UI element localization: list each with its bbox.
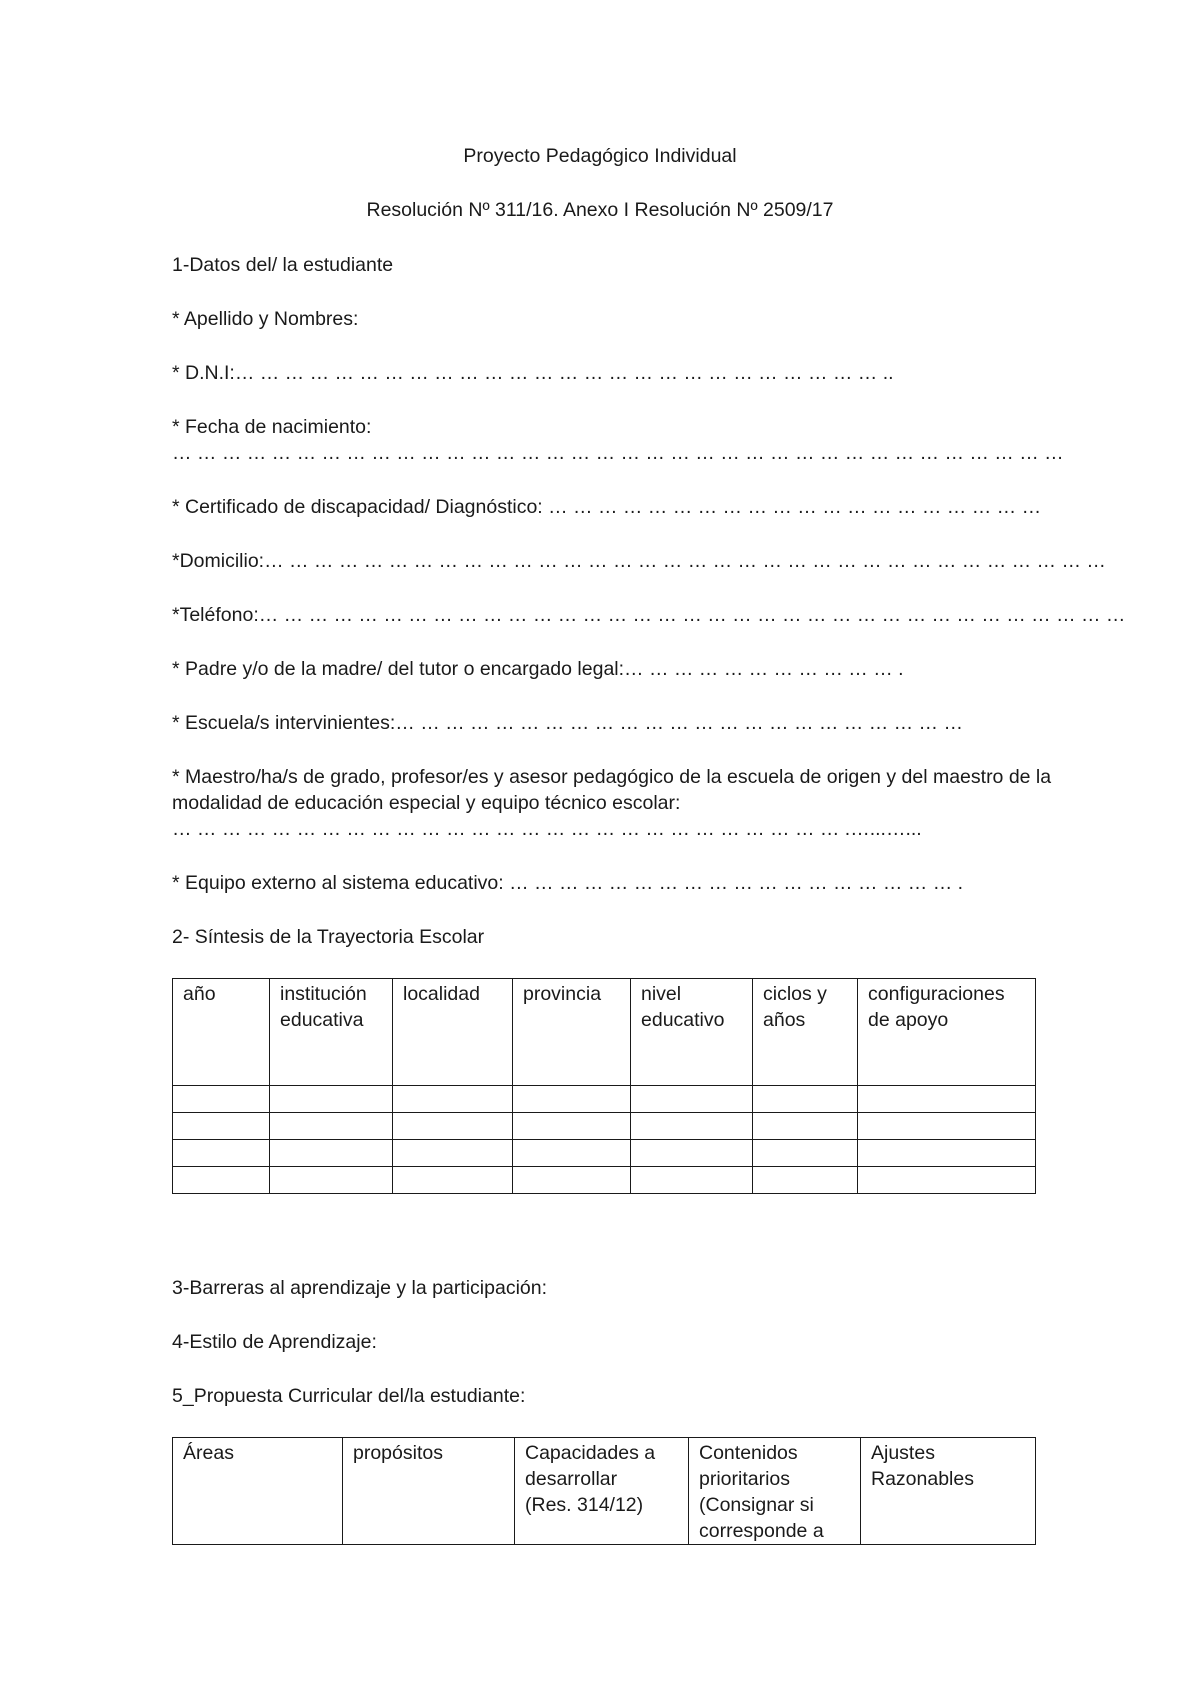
header-propositos: propósitos <box>343 1438 515 1545</box>
field-padre: * Padre y/o de la madre/ del tutor o encargado legal:… … … … … … … … … … … . <box>172 658 904 680</box>
header-areas: Áreas <box>173 1438 343 1545</box>
header-provincia: provincia <box>513 979 631 1086</box>
header-anio: año <box>173 979 270 1086</box>
field-maestro: * Maestro/ha/s de grado, profesor/es y asesor pedagógico de la escuela de origen y del maestro de la modalidad de educación especial y equipo técnico escolar: <box>172 766 1052 814</box>
field-domicilio: *Domicilio:… … … … … … … … … … … … … … … … … … … … … … … … … … … … … … … … … … <box>172 550 1106 572</box>
header-configuraciones: configuraciones de apoyo <box>858 979 1036 1086</box>
header-ciclos: ciclos y años <box>753 979 858 1086</box>
header-contenidos: Contenidos prioritarios (Consignar si corresponde a <box>689 1438 861 1545</box>
section1-heading: 1-Datos del/ la estudiante <box>172 254 394 276</box>
table-row <box>173 1113 1036 1140</box>
trayectoria-table <box>172 978 1036 1194</box>
table-row <box>173 1086 1036 1113</box>
section4-heading: 4-Estilo de Aprendizaje: <box>172 1331 377 1353</box>
table-row <box>173 1167 1036 1194</box>
section3-heading: 3-Barreras al aprendizaje y la participación: <box>172 1277 548 1299</box>
table-row <box>173 1140 1036 1167</box>
field-fecha-label: * Fecha de nacimiento: <box>172 416 372 438</box>
field-telefono: *Teléfono:… … … … … … … … … … … … … … … … … … … … … … … … … … … … … … … … … … … <box>172 604 1126 626</box>
header-nivel: nivel educativo <box>631 979 753 1086</box>
field-fecha-dots: … … … … … … … … … … … … … … … … … … … … … … … … … … … … … … … … … … … … <box>172 442 1064 464</box>
section2-heading: 2- Síntesis de la Trayectoria Escolar <box>172 926 485 948</box>
field-certificado: * Certificado de discapacidad/ Diagnóstico: … … … … … … … … … … … … … … … … … … … … <box>172 496 1042 518</box>
field-dni: * D.N.I:… … … … … … … … … … … … … … … … … … … … … … … … … … .. <box>172 362 894 384</box>
propuesta-header-row <box>173 1438 1036 1545</box>
header-institucion: institución educativa <box>270 979 393 1086</box>
section5-heading: 5_Propuesta Curricular del/la estudiante: <box>172 1385 526 1407</box>
field-escuela: * Escuela/s intervinientes:… … … … … … … … … … … … … … … … … … … … … … … <box>172 712 963 734</box>
document-subtitle: Resolución Nº 311/16. Anexo I Resolución Nº 2509/17 <box>366 199 834 221</box>
header-capacidades: Capacidades a desarrollar (Res. 314/12) <box>515 1438 689 1545</box>
field-equipo: * Equipo externo al sistema educativo: … … … … … … … … … … … … … … … … … … . <box>172 872 964 894</box>
document-title: Proyecto Pedagógico Individual <box>463 145 737 167</box>
header-ajustes: Ajustes Razonables <box>861 1438 1036 1545</box>
field-apellido: * Apellido y Nombres: <box>172 308 359 330</box>
header-localidad: localidad <box>393 979 513 1086</box>
field-maestro-dots: … … … … … … … … … … … … … … … … … … … … … … … … … … … .…...…... <box>172 818 922 840</box>
propuesta-table <box>172 1437 1036 1545</box>
trayectoria-header-row <box>173 979 1036 1086</box>
